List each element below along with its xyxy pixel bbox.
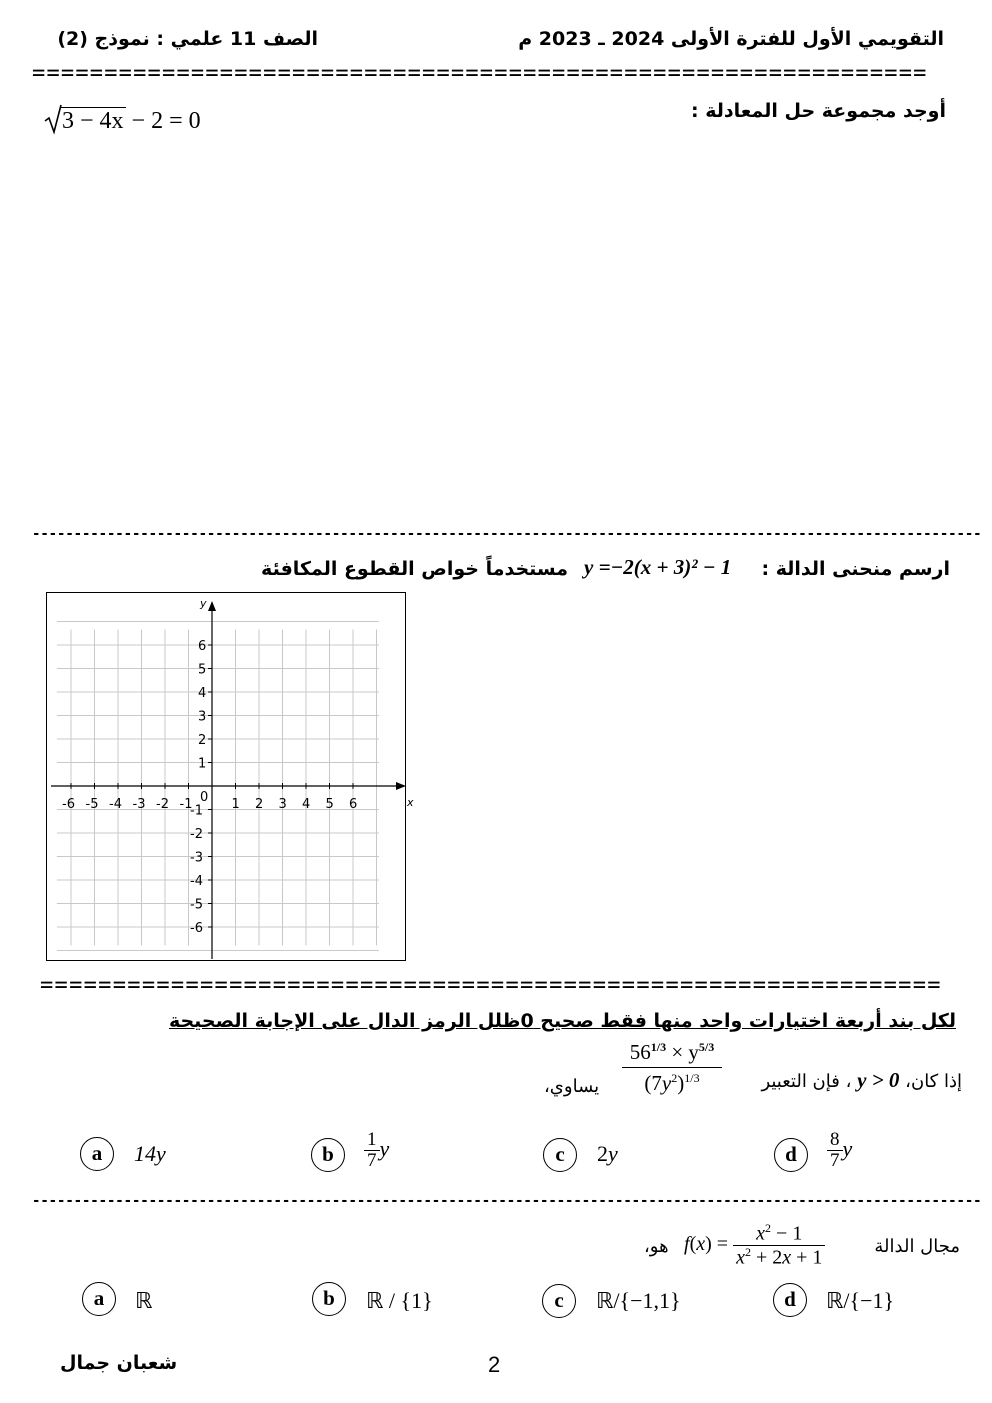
graph-frame (46, 592, 414, 961)
q4-prefix: مجال الدالة (874, 1236, 960, 1257)
q3-choice-b-value: $\frac{1}{7}$ y (364, 1130, 389, 1172)
q1-prompt: أوجد مجموعة حل المعادلة : (691, 100, 946, 122)
q4-choice-a-button[interactable]: a (82, 1282, 116, 1316)
page-number: 2 (488, 1352, 501, 1377)
author-name: شعبان جمال (60, 1352, 178, 1374)
y-tick-label: 1 (198, 756, 207, 772)
q4-choice-c-value: ℝ/{−1,1} (596, 1288, 681, 1313)
q3-choice-d-value: $\frac{8}{7}$ y (827, 1130, 852, 1172)
y-tick-label: -1 (190, 803, 203, 819)
x-tick-label: -5 (85, 797, 99, 812)
y-tick-label: -2 (190, 827, 203, 842)
x-axis-arrow-icon (396, 782, 406, 790)
y-tick-label: 3 (198, 709, 207, 725)
mcq-instruction: لكل بند أربعة اختيارات واحد منها فقط صحيح 0ظلل الرمز الدال على الإجابة الصحيحة (168, 1010, 956, 1032)
x-tick-label: -4 (109, 797, 122, 812)
q3-suffix: يساوي، (544, 1076, 600, 1097)
q3-prefix: إذا كان، (905, 1071, 962, 1092)
q3-text-line (761, 1068, 962, 1093)
origin-label: 0 (200, 790, 209, 805)
x-tick-label: 5 (325, 797, 334, 812)
q3-choice-a-button[interactable]: a (80, 1137, 114, 1171)
grade-model-label: الصف 11 علمي : نموذج (2) (57, 28, 318, 50)
q1-rest: − 2 = 0 (125, 108, 201, 134)
x-tick-label: 6 (349, 797, 358, 812)
y-tick-label: -5 (190, 897, 203, 913)
q4-choice-a-value: ℝ (135, 1288, 153, 1313)
dash-separator: ------------------------------------------------------------------------------------------------------------------ (32, 526, 982, 542)
q4-choice-d-value: ℝ/{−1} (826, 1288, 895, 1313)
x-tick-label: 4 (302, 797, 311, 812)
q3-choice-c-button[interactable]: c (543, 1138, 577, 1172)
q3-choice-d-button[interactable]: d (774, 1138, 808, 1172)
x-tick-label: 1 (231, 797, 240, 812)
q3-choice-a-value: 14y (134, 1141, 166, 1166)
y-tick-label: -4 (190, 874, 203, 889)
q2-suffix: مستخدماً خواص القطوع المكافئة (261, 558, 568, 580)
q2-prompt: ارسم منحنى الدالة : (761, 558, 950, 580)
q4-suffix: هو، (644, 1236, 669, 1257)
y-tick-label: -3 (190, 850, 203, 866)
coordinate-plane (47, 593, 414, 959)
y-axis-label: y (200, 597, 207, 610)
y-tick-label: 4 (198, 686, 207, 701)
q3-choice-b-button[interactable]: b (311, 1138, 345, 1172)
q4-choice-c-button[interactable]: c (542, 1284, 576, 1318)
x-tick-label: -3 (132, 797, 146, 812)
q3-expression: $56^{1/3} \times y^{5/3}$ $(7y^2)^{1/3}$ (622, 1040, 722, 1096)
exam-title: التقويمي الأول للفترة الأولى 2024 ـ 2023 م (518, 28, 944, 50)
q4-function: f(x) = $\frac{x^2 - 1}{x^2 + 2x + 1}$ (684, 1222, 825, 1268)
x-axis-label: x (407, 796, 414, 809)
q3-condition: y > 0 (857, 1068, 900, 1092)
q4-choice-b-button[interactable]: b (312, 1282, 346, 1316)
y-tick-label: -6 (190, 921, 203, 936)
q4-choice-d-button[interactable]: d (773, 1283, 807, 1317)
x-tick-label: -6 (62, 797, 75, 812)
y-tick-label: 5 (198, 662, 207, 678)
x-tick-label: -1 (179, 797, 193, 812)
dash-separator-2: ------------------------------------------------------------------------------------------------------------------ (32, 1193, 982, 1209)
y-axis-arrow-icon (208, 601, 216, 611)
q3-choice-c-value: 2y (597, 1141, 618, 1166)
y-tick-label: 2 (198, 733, 207, 748)
double-separator: ============================================================== (32, 61, 928, 86)
x-tick-label: 2 (255, 797, 264, 812)
y-tick-label: 6 (198, 639, 207, 654)
double-separator-2: ============================================================== (40, 973, 942, 998)
q1-radicand: 3 − 4x (62, 108, 124, 134)
q3-middle: ، فإن التعبير (761, 1071, 852, 1092)
x-tick-label: 3 (278, 797, 287, 812)
x-tick-label: -2 (156, 797, 169, 812)
q1-equation (44, 104, 201, 135)
q2-equation: y =−2(x + 3)² − 1 (584, 555, 732, 579)
q4-choice-b-value: ℝ / {1} (366, 1288, 433, 1313)
